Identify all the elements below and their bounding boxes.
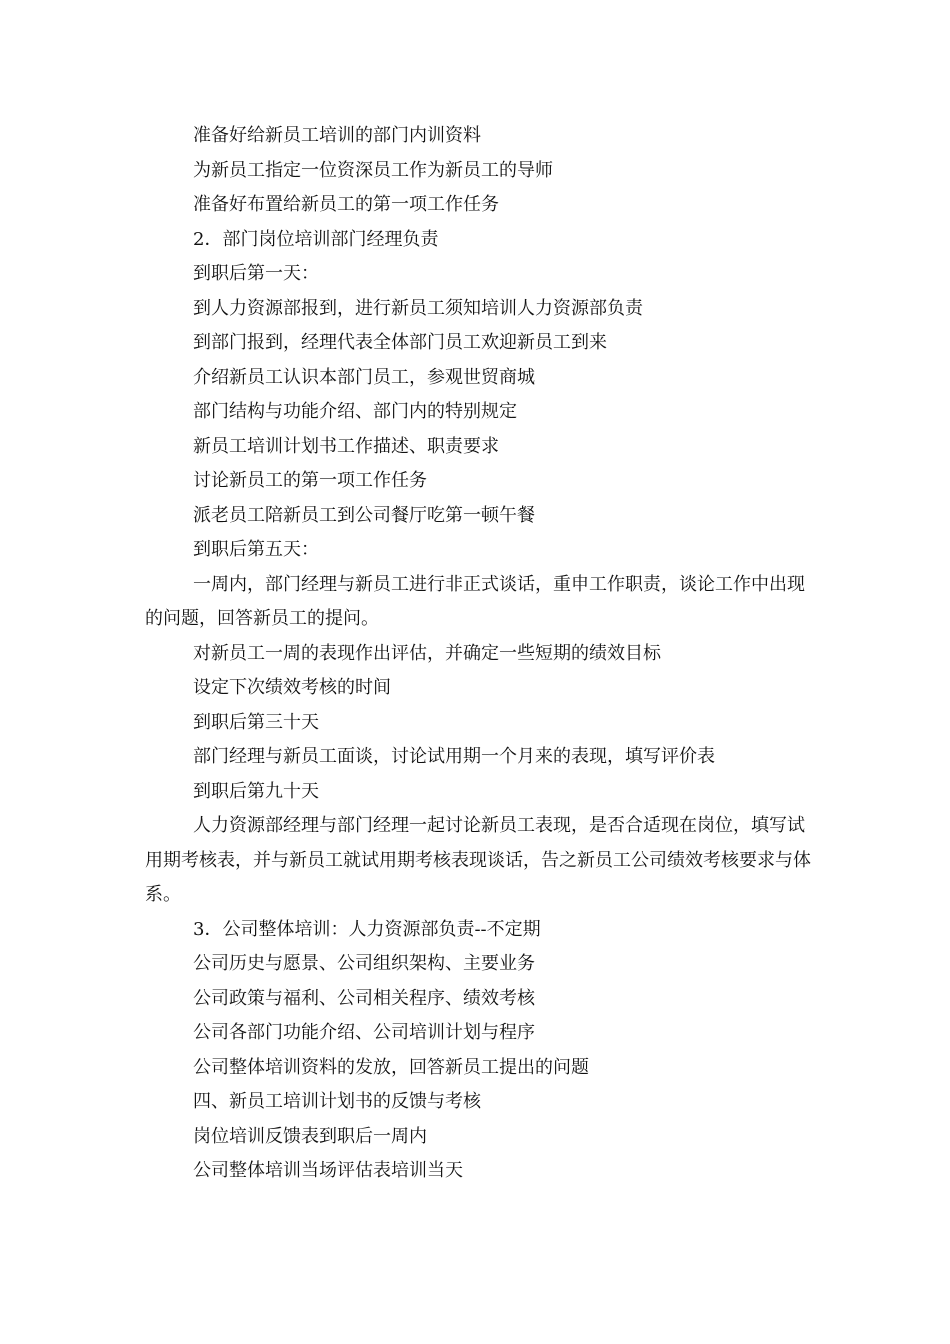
paragraph: 为新员工指定一位资深员工作为新员工的导师 <box>193 159 553 181</box>
paragraph: 新员工培训计划书工作描述、职责要求 <box>193 435 499 457</box>
subheading: 到职后第九十天 <box>193 780 319 802</box>
paragraph: 人力资源部经理与部门经理一起讨论新员工表现，是否合适现在岗位，填写试用期考核表，并与新员工就试用期考核表现谈话，告之新员工公司绩效考核要求与体系。 <box>145 815 811 905</box>
subheading: 到职后第五天： <box>193 539 319 560</box>
subheading: 到职后第一天： <box>193 263 319 284</box>
section-heading: 2．部门岗位培训部门经理负责 <box>193 228 439 250</box>
paragraph: 设定下次绩效考核的时间 <box>193 677 391 698</box>
paragraph: 派老员工陪新员工到公司餐厅吃第一顿午餐 <box>193 504 535 526</box>
paragraph: 公司整体培训资料的发放，回答新员工提出的问题 <box>193 1056 589 1078</box>
paragraph: 部门结构与功能介绍、部门内的特别规定 <box>193 401 517 422</box>
paragraph: 到部门报到，经理代表全体部门员工欢迎新员工到来 <box>193 332 607 353</box>
paragraph: 公司政策与福利、公司相关程序、绩效考核 <box>193 987 535 1009</box>
section-heading: 3．公司整体培训：人力资源部负责--不定期 <box>193 918 541 940</box>
paragraph: 介绍新员工认识本部门员工，参观世贸商城 <box>193 366 535 388</box>
paragraph: 公司历史与愿景、公司组织架构、主要业务 <box>193 953 535 974</box>
document-body <box>145 119 820 1189</box>
paragraph: 对新员工一周的表现作出评估，并确定一些短期的绩效目标 <box>193 642 661 664</box>
paragraph: 部门经理与新员工面谈，讨论试用期一个月来的表现，填写评价表 <box>193 746 715 767</box>
subheading: 到职后第三十天 <box>193 711 319 733</box>
paragraph: 一周内，部门经理与新员工进行非正式谈话，重申工作职责，谈论工作中出现的问题，回答新员工的提问。 <box>145 573 805 629</box>
paragraph: 公司整体培训当场评估表培训当天 <box>193 1160 463 1181</box>
paragraph: 到人力资源部报到，进行新员工须知培训人力资源部负责 <box>193 297 643 319</box>
paragraph: 岗位培训反馈表到职后一周内 <box>193 1125 427 1147</box>
paragraph: 准备好给新员工培训的部门内训资料 <box>193 125 481 146</box>
paragraph: 讨论新员工的第一项工作任务 <box>193 470 427 491</box>
paragraph: 公司各部门功能介绍、公司培训计划与程序 <box>193 1022 535 1043</box>
paragraph: 准备好布置给新员工的第一项工作任务 <box>193 194 499 215</box>
section-heading: 四、新员工培训计划书的反馈与考核 <box>193 1091 481 1112</box>
